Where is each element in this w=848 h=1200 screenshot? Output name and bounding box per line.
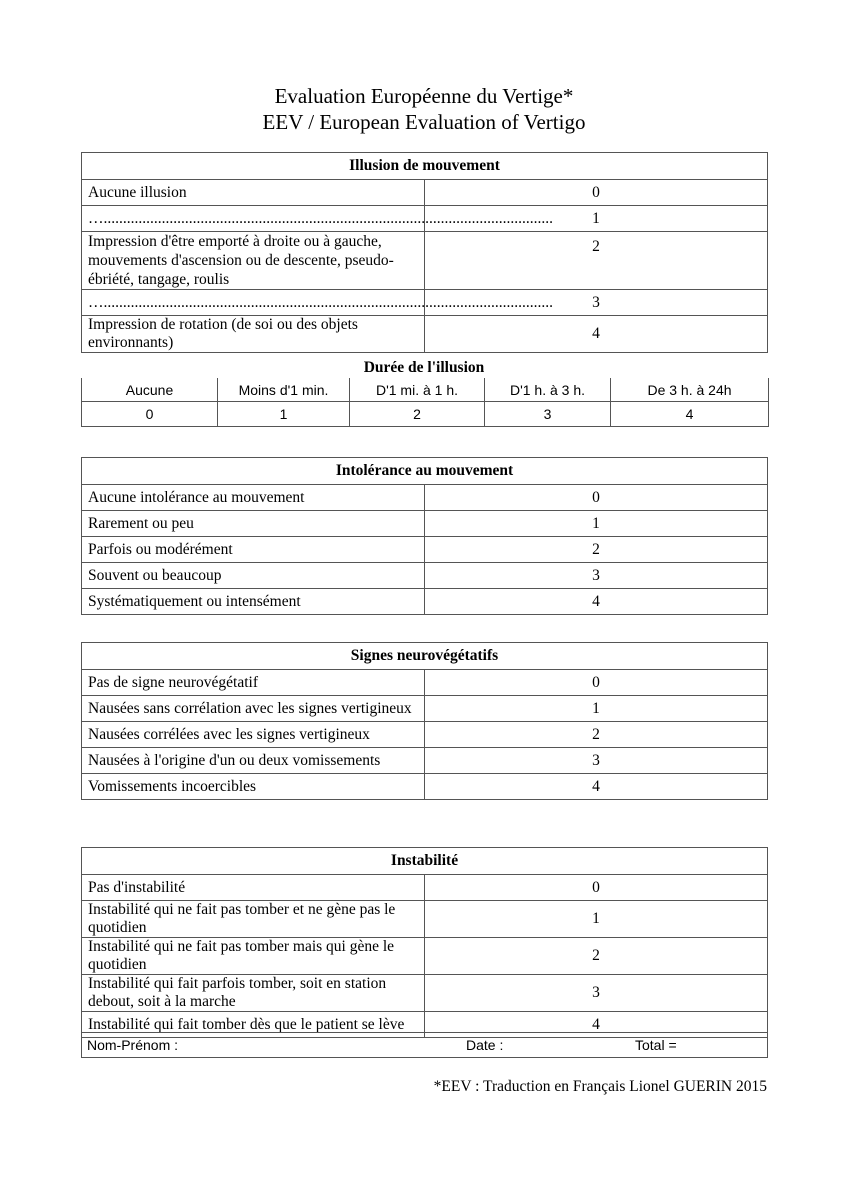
row-label: Nausées corrélées avec les signes vertigineux <box>82 722 425 748</box>
row-score: 0 <box>425 485 768 511</box>
table-row <box>82 316 768 353</box>
table-row <box>82 901 768 938</box>
table-row <box>82 206 768 232</box>
duration-score: 0 <box>82 402 218 427</box>
table-row <box>82 670 768 696</box>
duration-col: Aucune <box>82 378 218 402</box>
table-row <box>82 875 768 901</box>
row-label: Systématiquement ou intensément <box>82 589 425 615</box>
duration-col: D'1 h. à 3 h. <box>485 378 611 402</box>
total-label: Total = <box>635 1037 677 1053</box>
duration-col: Moins d'1 min. <box>218 378 350 402</box>
duration-heading: Durée de l'illusion <box>363 359 485 376</box>
row-label: Souvent ou beaucoup <box>82 563 425 589</box>
row-score: 3 <box>425 290 768 316</box>
date-label: Date : <box>466 1037 504 1053</box>
row-label: Instabilité qui ne fait pas tomber et ne gène pas le quotidien <box>82 901 425 938</box>
row-score: 1 <box>425 206 768 232</box>
row-label: Instabilité qui fait tomber dès que le patient se lève <box>82 1012 425 1038</box>
row-score: 0 <box>425 670 768 696</box>
table-row <box>82 232 768 290</box>
row-label: Nausées sans corrélation avec les signes vertigineux <box>82 696 425 722</box>
table-row <box>82 180 768 206</box>
table-row <box>82 748 768 774</box>
row-score: 0 <box>425 180 768 206</box>
duration-score: 2 <box>350 402 485 427</box>
row-label: ….................................................................................................................... <box>82 206 425 232</box>
row-label: Pas d'instabilité <box>82 875 425 901</box>
row-score: 1 <box>425 696 768 722</box>
duration-col: De 3 h. à 24h <box>611 378 769 402</box>
table-row <box>82 563 768 589</box>
row-label: ….................................................................................................................... <box>82 290 425 316</box>
intolerance-table <box>81 457 768 615</box>
table-row <box>82 975 768 1012</box>
row-score: 4 <box>425 1012 768 1038</box>
row-label: Vomissements incoercibles <box>82 774 425 800</box>
translation-credit: *EEV : Traduction en Français Lionel GUERIN 2015 <box>433 1078 767 1095</box>
row-score: 2 <box>425 232 768 290</box>
row-score: 3 <box>425 748 768 774</box>
row-label: Impression d'être emporté à droite ou à gauche, mouvements d'ascension ou de descente, pseudo-ébriété, tangage, roulis <box>82 232 425 290</box>
row-label: Instabilité qui fait parfois tomber, soit en station debout, soit à la marche <box>82 975 425 1012</box>
instability-table <box>81 847 768 1038</box>
row-label: Rarement ou peu <box>82 511 425 537</box>
table-row <box>82 290 768 316</box>
table-row <box>82 589 768 615</box>
row-score: 2 <box>425 722 768 748</box>
illusion-heading: Illusion de mouvement <box>82 153 768 180</box>
row-score: 1 <box>425 511 768 537</box>
document-title: Evaluation Européenne du Vertige* <box>274 84 574 108</box>
duration-score: 1 <box>218 402 350 427</box>
row-label: Instabilité qui ne fait pas tomber mais qui gène le quotidien <box>82 938 425 975</box>
row-score: 3 <box>425 563 768 589</box>
instability-heading: Instabilité <box>82 848 768 875</box>
duration-table <box>81 378 769 427</box>
row-score: 4 <box>425 316 768 353</box>
patient-info-box <box>81 1032 768 1058</box>
row-score: 4 <box>425 774 768 800</box>
signs-table <box>81 642 768 800</box>
row-score: 4 <box>425 589 768 615</box>
table-row <box>82 938 768 975</box>
illusion-table <box>81 152 768 353</box>
duration-header-row <box>82 378 769 402</box>
duration-score: 3 <box>485 402 611 427</box>
duration-score-row <box>82 402 769 427</box>
row-score: 1 <box>425 901 768 938</box>
table-row <box>82 485 768 511</box>
table-row <box>82 722 768 748</box>
row-label: Aucune illusion <box>82 180 425 206</box>
duration-score: 4 <box>611 402 769 427</box>
document-subtitle: EEV / European Evaluation of Vertigo <box>262 110 586 134</box>
table-row <box>82 774 768 800</box>
row-label: Impression de rotation (de soi ou des objets environnants) <box>82 316 425 353</box>
duration-col: D'1 mi. à 1 h. <box>350 378 485 402</box>
row-label: Pas de signe neurovégétatif <box>82 670 425 696</box>
signs-heading: Signes neurovégétatifs <box>82 643 768 670</box>
table-row <box>82 696 768 722</box>
row-score: 2 <box>425 938 768 975</box>
row-score: 2 <box>425 537 768 563</box>
row-label: Aucune intolérance au mouvement <box>82 485 425 511</box>
table-row <box>82 511 768 537</box>
intolerance-heading: Intolérance au mouvement <box>82 458 768 485</box>
row-label: Nausées à l'origine d'un ou deux vomissements <box>82 748 425 774</box>
name-label: Nom-Prénom : <box>87 1037 179 1053</box>
row-score: 0 <box>425 875 768 901</box>
row-score: 3 <box>425 975 768 1012</box>
table-row <box>82 537 768 563</box>
row-label: Parfois ou modérément <box>82 537 425 563</box>
